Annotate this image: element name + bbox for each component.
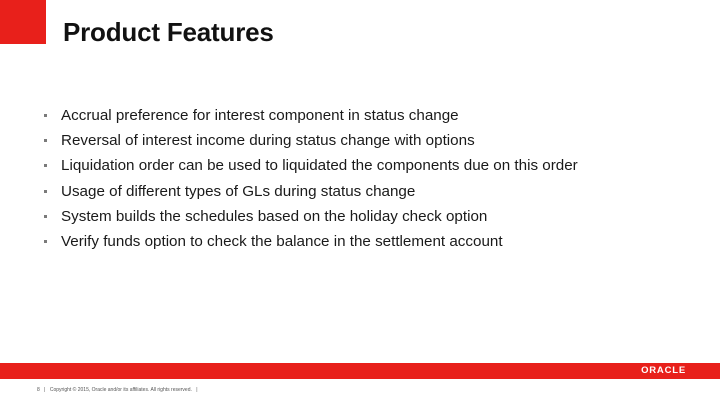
footer-separator: | xyxy=(196,387,198,393)
bullet-text: System builds the schedules based on the holiday check option xyxy=(61,207,488,225)
bullet-icon xyxy=(44,190,47,193)
page-number: 8 xyxy=(37,387,40,393)
bullet-text: Accrual preference for interest component in status change xyxy=(61,107,459,124)
footer-text xyxy=(37,386,201,394)
copyright-text: Copyright © 2015, Oracle and/or its affiliates. All rights reserved. xyxy=(49,387,192,393)
bullet-icon xyxy=(44,240,47,243)
bullet-text: Verify funds option to check the balance in the settlement account xyxy=(61,232,503,250)
bullet-icon xyxy=(44,164,47,167)
oracle-logo: ORACLE xyxy=(641,365,686,376)
bullet-text: Reversal of interest income during status change with options xyxy=(61,132,475,150)
slide-title: Product Features xyxy=(63,17,274,47)
bullet-text: Usage of different types of GLs during status change xyxy=(61,182,416,200)
bullet-icon xyxy=(44,114,47,117)
footer-bar xyxy=(0,363,720,379)
corner-accent xyxy=(0,0,46,44)
bullet-icon xyxy=(44,139,47,142)
footer-separator: | xyxy=(44,387,46,393)
bullet-text: Liquidation order can be used to liquidated the components due on this order xyxy=(61,157,578,175)
bullet-icon xyxy=(44,215,47,218)
